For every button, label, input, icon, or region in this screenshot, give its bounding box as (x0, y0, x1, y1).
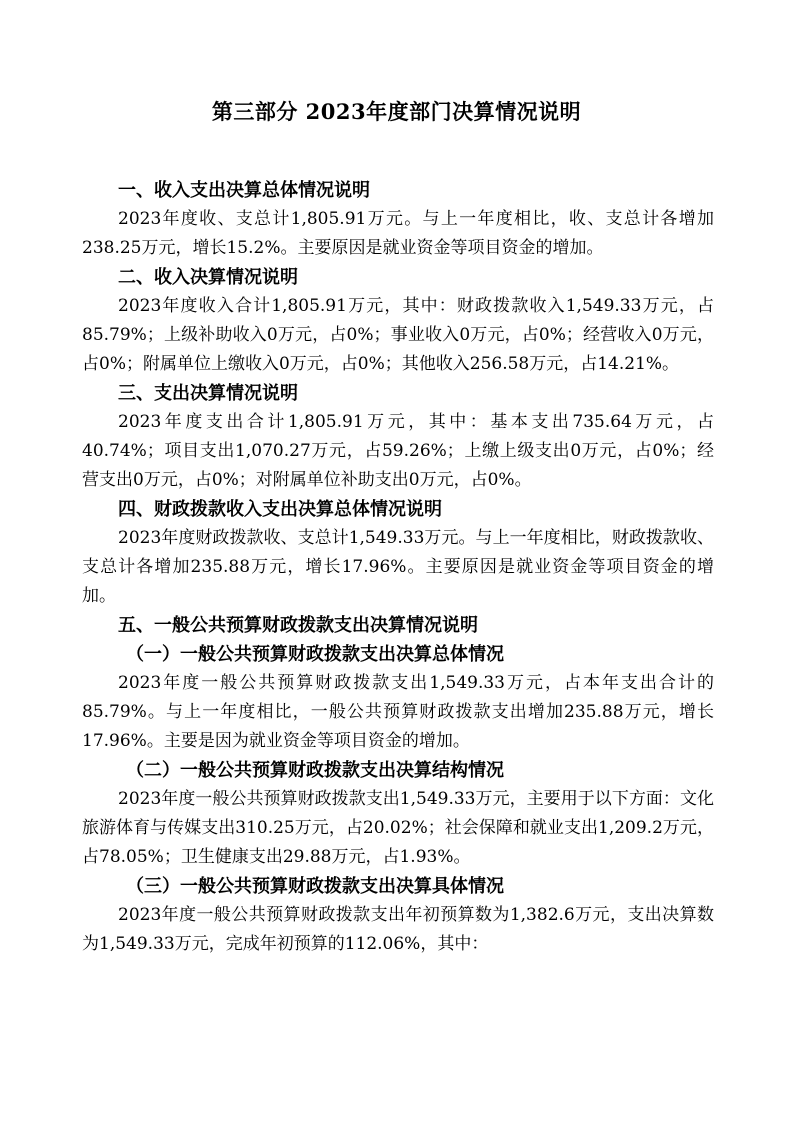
section-paragraph-1: 2023年度收、支总计1,805.91万元。与上一年度相比，收、支总计各增加238.25万元，增长15.2%。主要原因是就业资金等项目资金的增加。 (82, 209, 714, 258)
section-paragraph-4: 2023年度财政拨款收、支总计1,549.33万元。与上一年度相比，财政拨款收、支总计各增加235.88万元，增长17.96%。主要原因是就业资金等项目资金的增加。 (82, 528, 714, 606)
section-paragraph-3: 2023年度支出合计1,805.91万元，其中：基本支出735.64万元，占40.74%；项目支出1,070.27万元，占59.26%；上缴上级支出0万元，占0%；经营支出0万元，占0%；对附属单位补助支出0万元，占0%。 (82, 412, 714, 490)
section-paragraph-2: 2023年度收入合计1,805.91万元，其中：财政拨款收入1,549.33万元，占85.79%；上级补助收入0万元，占0%；事业收入0万元，占0%；经营收入0万元，占0%；附属单位上缴收入0万元，占0%；其他收入256.58万元，占14.21%。 (82, 296, 714, 374)
section-heading-5: 五、一般公共预算财政拨款支出决算情况说明 (118, 615, 478, 636)
section-heading-4: 四、财政拨款收入支出决算总体情况说明 (118, 499, 442, 520)
section-heading-2: 二、收入决算情况说明 (118, 267, 298, 288)
section-heading-3: 三、支出决算情况说明 (118, 383, 298, 404)
subsection-heading-5-2: （二）一般公共预算财政拨款支出决算结构情况 (126, 760, 504, 781)
document-body (82, 176, 714, 959)
page-title: 第三部分 2023年度部门决算情况说明 (211, 99, 582, 124)
subsection-heading-5-1: （一）一般公共预算财政拨款支出决算总体情况 (126, 644, 504, 665)
subsection-paragraph-5-3: 2023年度一般公共预算财政拨款支出年初预算数为1,382.6万元，支出决算数为1,549.33万元，完成年初预算的112.06%，其中： (82, 905, 714, 954)
subsection-heading-5-3: （三）一般公共预算财政拨款支出决算具体情况 (126, 876, 504, 897)
subsection-paragraph-5-1: 2023年度一般公共预算财政拨款支出1,549.33万元，占本年支出合计的85.79%。与上一年度相比，一般公共预算财政拨款支出增加235.88万元，增长17.96%。主要是因为就业资金等项目资金的增加。 (82, 673, 714, 751)
section-heading-1: 一、收入支出决算总体情况说明 (118, 180, 370, 201)
subsection-paragraph-5-2: 2023年度一般公共预算财政拨款支出1,549.33万元，主要用于以下方面：文化旅游体育与传媒支出310.25万元，占20.02%；社会保障和就业支出1,209.2万元，占78.05%；卫生健康支出29.88万元，占1.93%。 (82, 789, 714, 867)
